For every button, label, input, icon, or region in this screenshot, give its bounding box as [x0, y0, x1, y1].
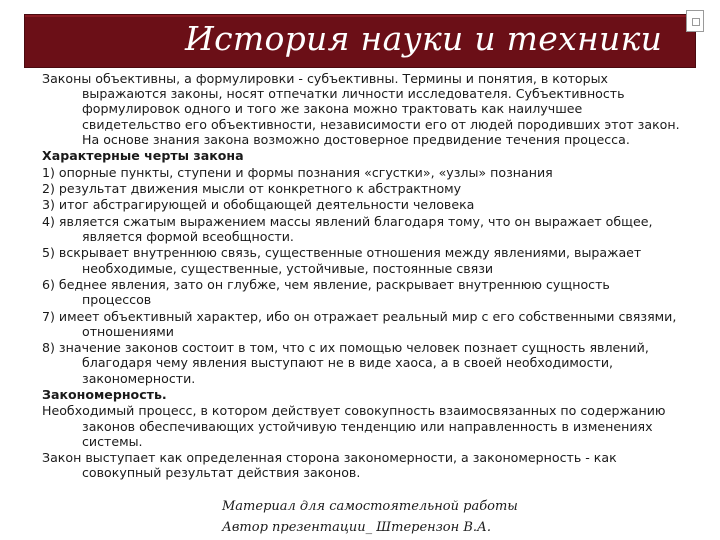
feature-item-6: 6) беднее явления, зато он глубже, чем явление, раскрывает внутреннюю сущность процессов: [42, 276, 610, 308]
feature-item-3: 3) итог абстрагирующей и обобщающей деятельности человека: [42, 197, 475, 213]
feature-item-7: 7) имеет объективный характер, ибо он отражает реальный мир с его собственными связями, отношениями: [42, 308, 677, 339]
feature-item-2: 2) результат движения мысли от конкретного к абстрактному: [42, 180, 462, 196]
feature-item-8: 8) значение законов состоит в том, что с их помощью человек познает сущность явлений, благодаря чему явления выступают не в виде хаоса, а в своей необходимости, закономерности.: [42, 340, 649, 386]
footer-line-material: Материал для самостоятельной работы: [222, 499, 518, 514]
regularity-definition: Необходимый процесс, в котором действует совокупность взаимосвязанных по содержанию законов обеспечивающих устойчивую тенденцию или направленность в изменениях системы.: [42, 403, 666, 449]
section-heading-features: Характерные черты закона: [42, 148, 244, 164]
feature-item-1: 1) опорные пункты, ступени и формы познания «сгустки», «узлы» познания: [42, 164, 553, 180]
decorative-corner-icon: [686, 10, 704, 32]
title-bar: [24, 14, 696, 68]
feature-item-4: 4) является сжатым выражением массы явлений благодаря тому, что он выражает общее, является формой всеобщности.: [42, 213, 653, 244]
footer-line-author: Автор презентации_ Штерензон В.А.: [222, 520, 491, 535]
law-vs-regularity: Закон выступает как определенная сторона закономерности, а закономерность - как совокупный результат действия законов.: [42, 450, 617, 481]
section-heading-regularity: Закономерность.: [42, 386, 167, 402]
footer-credits: [222, 496, 518, 538]
slide-title: История науки и техники: [185, 19, 663, 58]
feature-item-5: 5) вскрывает внутреннюю связь, существенные отношения между явлениями, выражает необходимые, существенные, устойчивые, постоянные связи: [42, 245, 642, 276]
slide-body: [42, 71, 682, 482]
intro-paragraph: Законы объективны, а формулировки - субъективны. Термины и понятия, в которых выражаются законы, носят отпечатки личности исследователя. Субъективность формулировок одного и того же закона можно трактовать как наилучшее свидетельство его объективности, независимости его от людей породивших этот закон. На основе знания закона возможно достоверное предвидение течения процесса.: [42, 71, 680, 147]
